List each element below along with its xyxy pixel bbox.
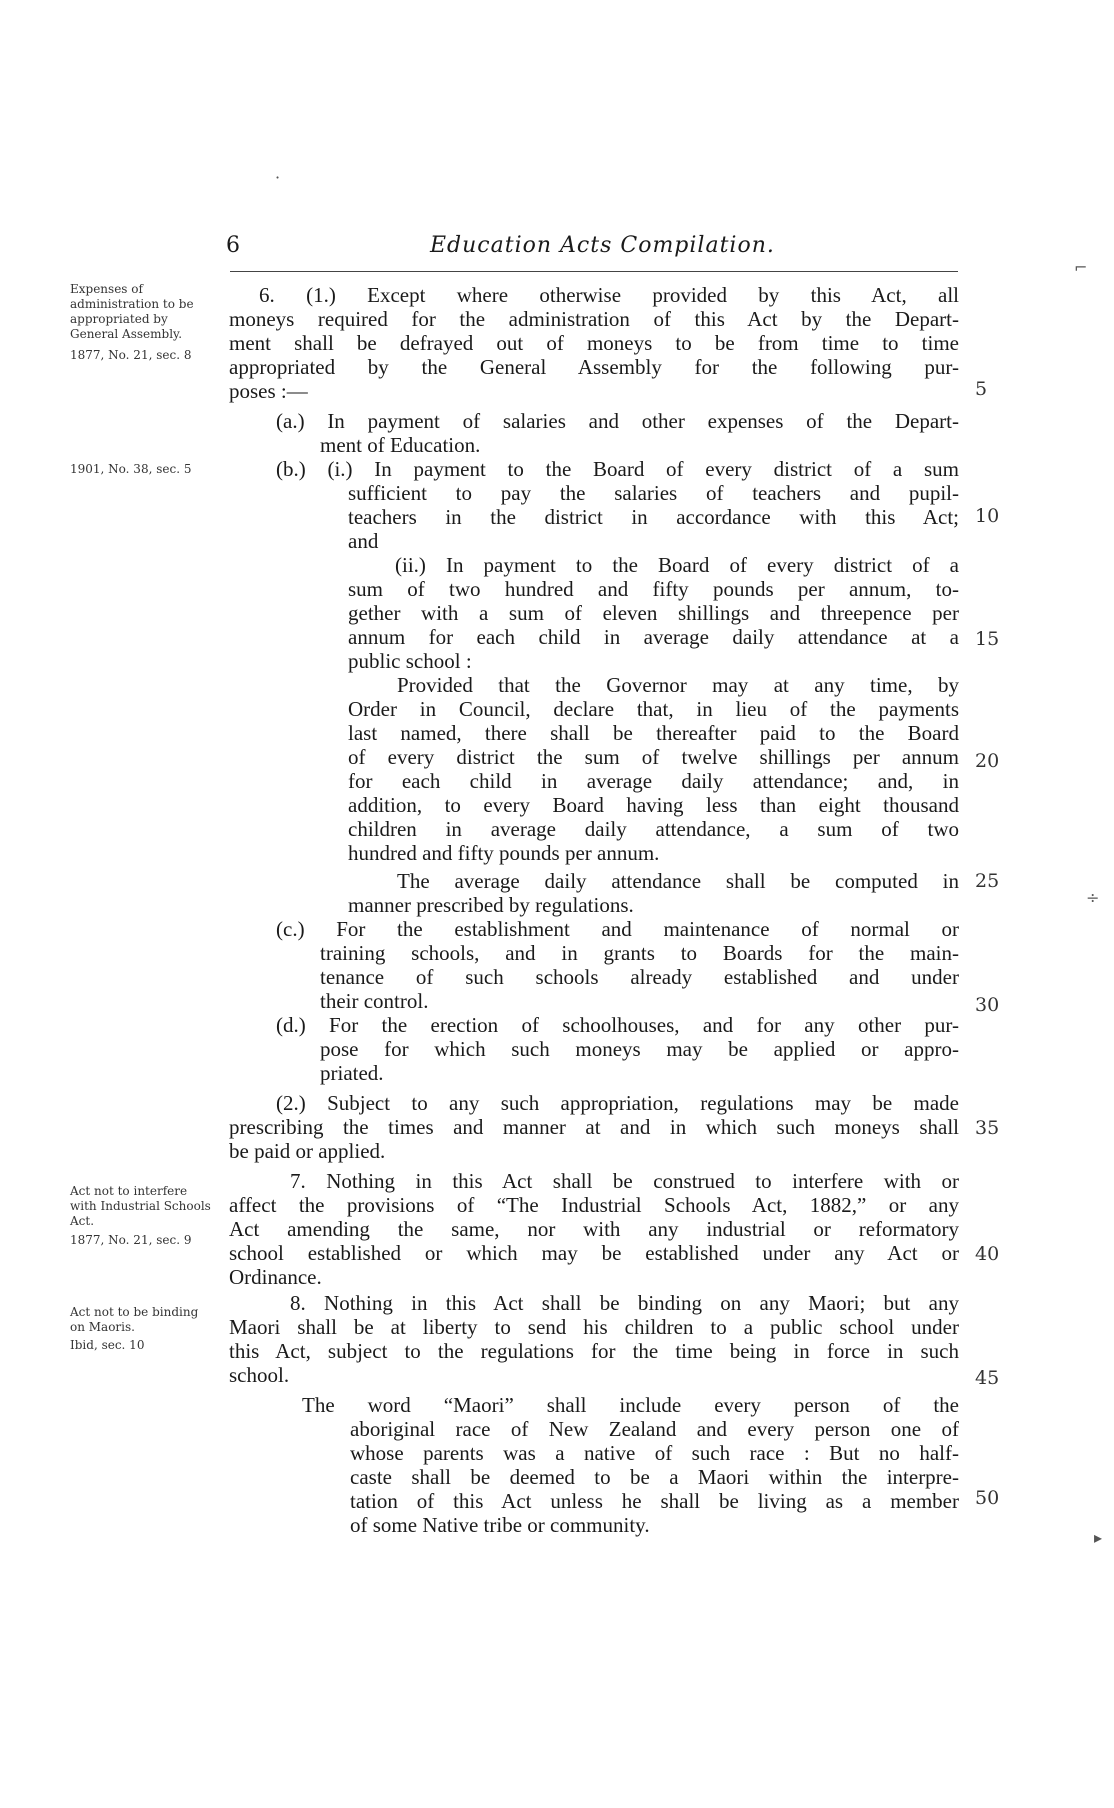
body-line: ment of Education. (320, 433, 481, 457)
body-line: gether with a sum of eleven shillings and threepence per (348, 601, 959, 625)
body-line: children in average daily attendance, a sum of two (348, 817, 959, 841)
body-line: this Act, subject to the regulations for the time being in force in such (229, 1339, 959, 1363)
body-line: pose for which such moneys may be applied or appro- (320, 1037, 959, 1061)
stray-mark: ▸ (1094, 1528, 1103, 1547)
body-line: addition, to every Board having less than eight thousand (348, 793, 959, 817)
body-line: hundred and fifty pounds per annum. (348, 841, 660, 865)
line-number: 10 (975, 505, 1000, 527)
body-line: The word “Maori” shall include every person of the (302, 1393, 959, 1417)
line-number: 15 (975, 628, 1000, 650)
body-line: tation of this Act unless he shall be living as a member (350, 1489, 959, 1513)
body-line: school. (229, 1363, 290, 1387)
line-number: 50 (975, 1487, 1000, 1509)
margin-note-citation: 1877, No. 21, sec. 9 (70, 1233, 192, 1247)
body-line: of every district the sum of twelve shillings per annum (348, 745, 959, 769)
line-number: 20 (975, 750, 1000, 772)
body-line: affect the provisions of “The Industrial Schools Act, 1882,” or any (229, 1193, 959, 1217)
body-line: (ii.) In payment to the Board of every district of a (395, 553, 959, 577)
body-line: Order in Council, declare that, in lieu of the payments (348, 697, 959, 721)
body-line: tenance of such schools already established and under (320, 965, 959, 989)
line-number: 25 (975, 870, 1000, 892)
body-line: priated. (320, 1061, 384, 1085)
body-line: their control. (320, 989, 429, 1013)
body-line: Ordinance. (229, 1265, 322, 1289)
body-line: 6. (1.) Except where otherwise provided by this Act, all (259, 283, 959, 307)
body-line: (b.) (i.) In payment to the Board of every district of a sum (276, 457, 959, 481)
body-line: The average daily attendance shall be computed in (397, 869, 959, 893)
line-number: 40 (975, 1243, 1000, 1265)
body-line: Act amending the same, nor with any industrial or reformatory (229, 1217, 959, 1241)
stray-mark: · (275, 168, 281, 187)
line-number: 45 (975, 1367, 1000, 1389)
body-line: Maori shall be at liberty to send his children to a public school under (229, 1315, 959, 1339)
margin-note-expenses: Expenses of administration to be appropriated by General Assembly. (70, 282, 194, 341)
margin-note-citation: 1901, No. 38, sec. 5 (70, 462, 192, 476)
page-number: 6 (226, 233, 240, 258)
body-line: school established or which may be established under any Act or (229, 1241, 959, 1265)
body-line: 7. Nothing in this Act shall be construed to interfere with or (290, 1169, 959, 1193)
line-number: 35 (975, 1117, 1000, 1139)
body-line: sufficient to pay the salaries of teachers and pupil- (348, 481, 959, 505)
body-line: be paid or applied. (229, 1139, 386, 1163)
body-line: (2.) Subject to any such appropriation, regulations may be made (276, 1091, 959, 1115)
body-line: whose parents was a native of such race : But no half- (350, 1441, 959, 1465)
body-line: annum for each child in average daily attendance at a (348, 625, 959, 649)
body-line: manner prescribed by regulations. (348, 893, 634, 917)
body-line: public school : (348, 649, 472, 673)
body-line: sum of two hundred and fifty pounds per annum, to- (348, 577, 959, 601)
body-line: (a.) In payment of salaries and other expenses of the Depart- (276, 409, 959, 433)
header-rule (230, 271, 958, 272)
body-line: aboriginal race of New Zealand and every person one of (350, 1417, 959, 1441)
margin-note-citation: Ibid, sec. 10 (70, 1338, 145, 1352)
body-line: last named, there shall be thereafter paid to the Board (348, 721, 959, 745)
body-line: prescribing the times and manner at and in which such moneys shall (229, 1115, 959, 1139)
body-line: training schools, and in grants to Boards for the main- (320, 941, 959, 965)
body-line: (d.) For the erection of schoolhouses, and for any other pur- (276, 1013, 959, 1037)
line-number: 30 (975, 994, 1000, 1016)
body-line: for each child in average daily attendance; and, in (348, 769, 959, 793)
stray-mark: ⌐ (1074, 258, 1088, 277)
body-line: 8. Nothing in this Act shall be binding on any Maori; but any (290, 1291, 959, 1315)
body-line: and (348, 529, 379, 553)
body-line: (c.) For the establishment and maintenance of normal or (276, 917, 959, 941)
stray-mark: ÷ (1086, 888, 1100, 907)
margin-note-maoris: Act not to be binding on Maoris. (70, 1305, 199, 1334)
body-line: of some Native tribe or community. (350, 1513, 650, 1537)
body-line: teachers in the district in accordance with this Act; (348, 505, 959, 529)
body-line: Provided that the Governor may at any time, by (397, 673, 959, 697)
body-line: moneys required for the administration of this Act by the Depart- (229, 307, 959, 331)
running-head: Education Acts Compilation. (430, 233, 775, 258)
line-number: 5 (975, 378, 988, 400)
margin-note-industrial: Act not to interfere with Industrial Schools Act. (70, 1184, 211, 1228)
margin-note-citation: 1877, No. 21, sec. 8 (70, 348, 192, 362)
body-line: poses :— (229, 379, 308, 403)
body-line: appropriated by the General Assembly for the following pur- (229, 355, 959, 379)
body-line: ment shall be defrayed out of moneys to be from time to time (229, 331, 959, 355)
body-line: caste shall be deemed to be a Maori within the interpre- (350, 1465, 959, 1489)
